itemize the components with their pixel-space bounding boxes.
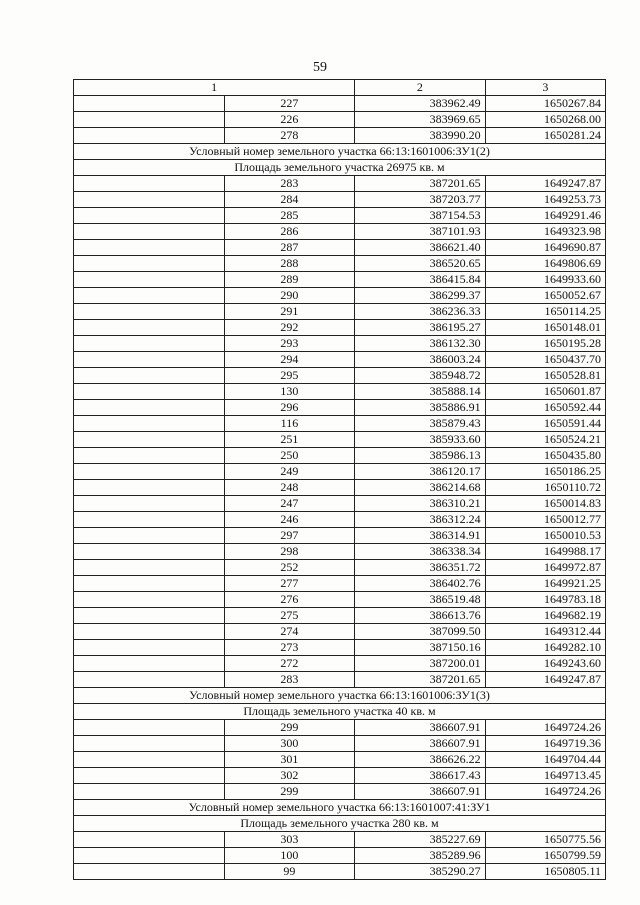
table-row xyxy=(74,400,606,416)
y-coordinate-cell: 1650110.72 xyxy=(485,480,605,496)
table-row xyxy=(74,448,606,464)
x-coordinate-cell: 386415.84 xyxy=(355,272,485,288)
table-row xyxy=(74,560,606,576)
blank-cell xyxy=(74,128,225,144)
x-coordinate-cell: 386338.34 xyxy=(355,544,485,560)
section-title: Площадь земельного участка 40 кв. м xyxy=(74,704,606,720)
blank-cell xyxy=(74,384,225,400)
point-number-cell: 296 xyxy=(224,400,354,416)
header-col-3: 3 xyxy=(485,80,605,96)
y-coordinate-cell: 1649323.98 xyxy=(485,224,605,240)
x-coordinate-cell: 385290.27 xyxy=(355,864,485,880)
x-coordinate-cell: 385888.14 xyxy=(355,384,485,400)
x-coordinate-cell: 386312.24 xyxy=(355,512,485,528)
x-coordinate-cell: 383990.20 xyxy=(355,128,485,144)
x-coordinate-cell: 386607.91 xyxy=(355,784,485,800)
point-number-cell: 227 xyxy=(224,96,354,112)
blank-cell xyxy=(74,240,225,256)
table-row xyxy=(74,320,606,336)
blank-cell xyxy=(74,352,225,368)
blank-cell xyxy=(74,784,225,800)
blank-cell xyxy=(74,752,225,768)
section-title: Площадь земельного участка 280 кв. м xyxy=(74,816,606,832)
y-coordinate-cell: 1649933.60 xyxy=(485,272,605,288)
y-coordinate-cell: 1649253.73 xyxy=(485,192,605,208)
y-coordinate-cell: 1650148.01 xyxy=(485,320,605,336)
x-coordinate-cell: 387101.93 xyxy=(355,224,485,240)
x-coordinate-cell: 386607.91 xyxy=(355,736,485,752)
blank-cell xyxy=(74,224,225,240)
point-number-cell: 291 xyxy=(224,304,354,320)
x-coordinate-cell: 386351.72 xyxy=(355,560,485,576)
blank-cell xyxy=(74,528,225,544)
table-row xyxy=(74,368,606,384)
x-coordinate-cell: 386120.17 xyxy=(355,464,485,480)
y-coordinate-cell: 1650435.80 xyxy=(485,448,605,464)
table-row xyxy=(74,784,606,800)
y-coordinate-cell: 1649682.19 xyxy=(485,608,605,624)
y-coordinate-cell: 1650114.25 xyxy=(485,304,605,320)
y-coordinate-cell: 1650267.84 xyxy=(485,96,605,112)
table-row xyxy=(74,512,606,528)
y-coordinate-cell: 1649724.26 xyxy=(485,784,605,800)
x-coordinate-cell: 386132.30 xyxy=(355,336,485,352)
section-row xyxy=(74,800,606,816)
y-coordinate-cell: 1650014.83 xyxy=(485,496,605,512)
x-coordinate-cell: 387203.77 xyxy=(355,192,485,208)
blank-cell xyxy=(74,400,225,416)
blank-cell xyxy=(74,336,225,352)
y-coordinate-cell: 1649806.69 xyxy=(485,256,605,272)
x-coordinate-cell: 387200.01 xyxy=(355,656,485,672)
table-row xyxy=(74,592,606,608)
point-number-cell: 272 xyxy=(224,656,354,672)
point-number-cell: 247 xyxy=(224,496,354,512)
x-coordinate-cell: 385886.91 xyxy=(355,400,485,416)
x-coordinate-cell: 386519.48 xyxy=(355,592,485,608)
point-number-cell: 248 xyxy=(224,480,354,496)
x-coordinate-cell: 386236.33 xyxy=(355,304,485,320)
table-row xyxy=(74,864,606,880)
point-number-cell: 246 xyxy=(224,512,354,528)
point-number-cell: 290 xyxy=(224,288,354,304)
point-number-cell: 283 xyxy=(224,176,354,192)
x-coordinate-cell: 386402.76 xyxy=(355,576,485,592)
blank-cell xyxy=(74,832,225,848)
point-number-cell: 251 xyxy=(224,432,354,448)
table-row xyxy=(74,736,606,752)
y-coordinate-cell: 1649243.60 xyxy=(485,656,605,672)
point-number-cell: 284 xyxy=(224,192,354,208)
y-coordinate-cell: 1649690.87 xyxy=(485,240,605,256)
y-coordinate-cell: 1649291.46 xyxy=(485,208,605,224)
x-coordinate-cell: 386613.76 xyxy=(355,608,485,624)
x-coordinate-cell: 386621.40 xyxy=(355,240,485,256)
blank-cell xyxy=(74,768,225,784)
table-row xyxy=(74,128,606,144)
point-number-cell: 226 xyxy=(224,112,354,128)
x-coordinate-cell: 386003.24 xyxy=(355,352,485,368)
blank-cell xyxy=(74,464,225,480)
header-col-2: 2 xyxy=(355,80,485,96)
blank-cell xyxy=(74,624,225,640)
blank-cell xyxy=(74,864,225,880)
section-row xyxy=(74,144,606,160)
table-row xyxy=(74,416,606,432)
table-row xyxy=(74,544,606,560)
section-title: Условный номер земельного участка 66:13:1601007:41:ЗУ1 xyxy=(74,800,606,816)
point-number-cell: 299 xyxy=(224,784,354,800)
table-row xyxy=(74,352,606,368)
blank-cell xyxy=(74,512,225,528)
blank-cell xyxy=(74,256,225,272)
table-row xyxy=(74,656,606,672)
point-number-cell: 297 xyxy=(224,528,354,544)
y-coordinate-cell: 1650012.77 xyxy=(485,512,605,528)
section-row xyxy=(74,816,606,832)
section-row xyxy=(74,160,606,176)
table-row xyxy=(74,304,606,320)
blank-cell xyxy=(74,720,225,736)
y-coordinate-cell: 1650592.44 xyxy=(485,400,605,416)
x-coordinate-cell: 387201.65 xyxy=(355,672,485,688)
point-number-cell: 289 xyxy=(224,272,354,288)
y-coordinate-cell: 1650437.70 xyxy=(485,352,605,368)
x-coordinate-cell: 385986.13 xyxy=(355,448,485,464)
y-coordinate-cell: 1649704.44 xyxy=(485,752,605,768)
table-row xyxy=(74,256,606,272)
point-number-cell: 288 xyxy=(224,256,354,272)
point-number-cell: 278 xyxy=(224,128,354,144)
table-row xyxy=(74,224,606,240)
x-coordinate-cell: 386310.21 xyxy=(355,496,485,512)
point-number-cell: 130 xyxy=(224,384,354,400)
table-row xyxy=(74,384,606,400)
table-row xyxy=(74,576,606,592)
table-row xyxy=(74,752,606,768)
point-number-cell: 299 xyxy=(224,720,354,736)
x-coordinate-cell: 386607.91 xyxy=(355,720,485,736)
table-row xyxy=(74,272,606,288)
x-coordinate-cell: 383969.65 xyxy=(355,112,485,128)
y-coordinate-cell: 1649713.45 xyxy=(485,768,605,784)
x-coordinate-cell: 386520.65 xyxy=(355,256,485,272)
y-coordinate-cell: 1650805.11 xyxy=(485,864,605,880)
x-coordinate-cell: 386314.91 xyxy=(355,528,485,544)
table-row xyxy=(74,96,606,112)
point-number-cell: 286 xyxy=(224,224,354,240)
table-header-row xyxy=(74,80,606,96)
table-row xyxy=(74,480,606,496)
x-coordinate-cell: 387099.50 xyxy=(355,624,485,640)
x-coordinate-cell: 385948.72 xyxy=(355,368,485,384)
point-number-cell: 275 xyxy=(224,608,354,624)
x-coordinate-cell: 387150.16 xyxy=(355,640,485,656)
y-coordinate-cell: 1650591.44 xyxy=(485,416,605,432)
x-coordinate-cell: 386299.37 xyxy=(355,288,485,304)
blank-cell xyxy=(74,448,225,464)
blank-cell xyxy=(74,288,225,304)
blank-cell xyxy=(74,304,225,320)
blank-cell xyxy=(74,672,225,688)
point-number-cell: 99 xyxy=(224,864,354,880)
point-number-cell: 277 xyxy=(224,576,354,592)
blank-cell xyxy=(74,432,225,448)
x-coordinate-cell: 387201.65 xyxy=(355,176,485,192)
point-number-cell: 116 xyxy=(224,416,354,432)
blank-cell xyxy=(74,272,225,288)
blank-cell xyxy=(74,496,225,512)
coordinates-table xyxy=(73,79,606,880)
point-number-cell: 295 xyxy=(224,368,354,384)
point-number-cell: 283 xyxy=(224,672,354,688)
table-row xyxy=(74,624,606,640)
x-coordinate-cell: 386626.22 xyxy=(355,752,485,768)
table-row xyxy=(74,112,606,128)
point-number-cell: 276 xyxy=(224,592,354,608)
table-row xyxy=(74,464,606,480)
x-coordinate-cell: 385289.96 xyxy=(355,848,485,864)
x-coordinate-cell: 386195.27 xyxy=(355,320,485,336)
point-number-cell: 293 xyxy=(224,336,354,352)
table-row xyxy=(74,176,606,192)
point-number-cell: 249 xyxy=(224,464,354,480)
section-title: Условный номер земельного участка 66:13:1601006:ЗУ1(3) xyxy=(74,688,606,704)
y-coordinate-cell: 1650524.21 xyxy=(485,432,605,448)
point-number-cell: 250 xyxy=(224,448,354,464)
section-row xyxy=(74,704,606,720)
y-coordinate-cell: 1650195.28 xyxy=(485,336,605,352)
point-number-cell: 100 xyxy=(224,848,354,864)
blank-cell xyxy=(74,592,225,608)
blank-cell xyxy=(74,368,225,384)
y-coordinate-cell: 1649988.17 xyxy=(485,544,605,560)
table-row xyxy=(74,528,606,544)
table-row xyxy=(74,768,606,784)
blank-cell xyxy=(74,544,225,560)
table-row xyxy=(74,640,606,656)
table-row xyxy=(74,608,606,624)
point-number-cell: 292 xyxy=(224,320,354,336)
point-number-cell: 273 xyxy=(224,640,354,656)
blank-cell xyxy=(74,640,225,656)
table-row xyxy=(74,832,606,848)
x-coordinate-cell: 385933.60 xyxy=(355,432,485,448)
blank-cell xyxy=(74,560,225,576)
point-number-cell: 294 xyxy=(224,352,354,368)
blank-cell xyxy=(74,480,225,496)
table-row xyxy=(74,336,606,352)
point-number-cell: 303 xyxy=(224,832,354,848)
y-coordinate-cell: 1649312.44 xyxy=(485,624,605,640)
y-coordinate-cell: 1650799.59 xyxy=(485,848,605,864)
section-title: Площадь земельного участка 26975 кв. м xyxy=(74,160,606,176)
y-coordinate-cell: 1649247.87 xyxy=(485,176,605,192)
y-coordinate-cell: 1650268.00 xyxy=(485,112,605,128)
section-row xyxy=(74,688,606,704)
y-coordinate-cell: 1649724.26 xyxy=(485,720,605,736)
table-row xyxy=(74,432,606,448)
x-coordinate-cell: 385227.69 xyxy=(355,832,485,848)
table-row xyxy=(74,848,606,864)
y-coordinate-cell: 1649282.10 xyxy=(485,640,605,656)
page-number: 59 xyxy=(313,60,327,75)
blank-cell xyxy=(74,96,225,112)
y-coordinate-cell: 1650010.53 xyxy=(485,528,605,544)
blank-cell xyxy=(74,736,225,752)
blank-cell xyxy=(74,576,225,592)
y-coordinate-cell: 1649972.87 xyxy=(485,560,605,576)
point-number-cell: 287 xyxy=(224,240,354,256)
blank-cell xyxy=(74,320,225,336)
table-row xyxy=(74,208,606,224)
table-row xyxy=(74,240,606,256)
blank-cell xyxy=(74,848,225,864)
blank-cell xyxy=(74,416,225,432)
x-coordinate-cell: 386617.43 xyxy=(355,768,485,784)
section-title: Условный номер земельного участка 66:13:1601006:ЗУ1(2) xyxy=(74,144,606,160)
point-number-cell: 300 xyxy=(224,736,354,752)
x-coordinate-cell: 387154.53 xyxy=(355,208,485,224)
blank-cell xyxy=(74,208,225,224)
x-coordinate-cell: 385879.43 xyxy=(355,416,485,432)
x-coordinate-cell: 386214.68 xyxy=(355,480,485,496)
blank-cell xyxy=(74,112,225,128)
y-coordinate-cell: 1650186.25 xyxy=(485,464,605,480)
table-row xyxy=(74,288,606,304)
blank-cell xyxy=(74,656,225,672)
blank-cell xyxy=(74,608,225,624)
y-coordinate-cell: 1650052.67 xyxy=(485,288,605,304)
y-coordinate-cell: 1650281.24 xyxy=(485,128,605,144)
table-row xyxy=(74,192,606,208)
table-row xyxy=(74,672,606,688)
x-coordinate-cell: 383962.49 xyxy=(355,96,485,112)
y-coordinate-cell: 1650601.87 xyxy=(485,384,605,400)
header-col-1: 1 xyxy=(74,80,355,96)
y-coordinate-cell: 1650528.81 xyxy=(485,368,605,384)
y-coordinate-cell: 1649719.36 xyxy=(485,736,605,752)
table-row xyxy=(74,496,606,512)
y-coordinate-cell: 1650775.56 xyxy=(485,832,605,848)
y-coordinate-cell: 1649921.25 xyxy=(485,576,605,592)
blank-cell xyxy=(74,176,225,192)
point-number-cell: 298 xyxy=(224,544,354,560)
point-number-cell: 302 xyxy=(224,768,354,784)
point-number-cell: 274 xyxy=(224,624,354,640)
y-coordinate-cell: 1649247.87 xyxy=(485,672,605,688)
table-row xyxy=(74,720,606,736)
blank-cell xyxy=(74,192,225,208)
point-number-cell: 285 xyxy=(224,208,354,224)
point-number-cell: 301 xyxy=(224,752,354,768)
y-coordinate-cell: 1649783.18 xyxy=(485,592,605,608)
point-number-cell: 252 xyxy=(224,560,354,576)
